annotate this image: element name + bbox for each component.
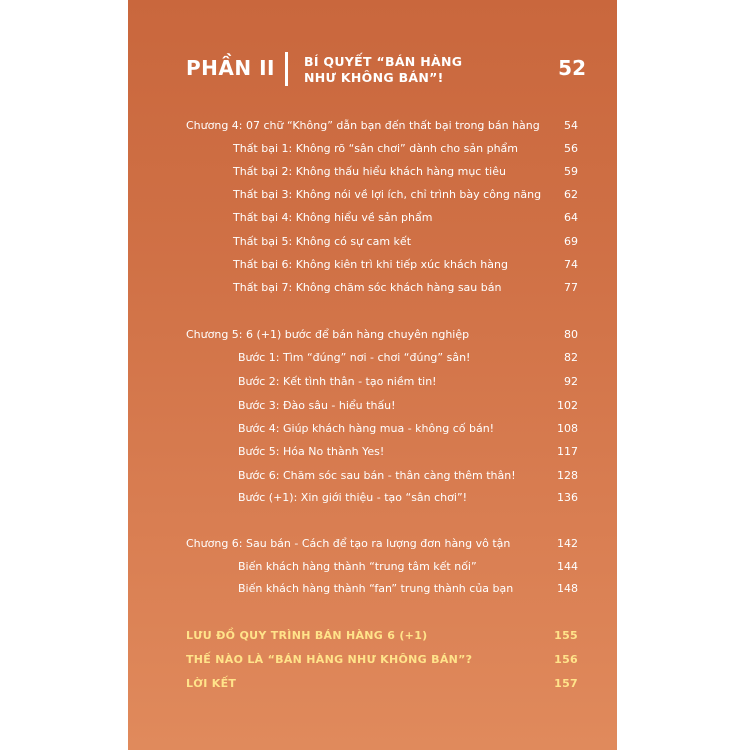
toc-entry-page: 80 — [564, 328, 578, 341]
toc-entry[interactable] — [233, 233, 578, 251]
toc-entry-page: 56 — [564, 142, 578, 155]
toc-entry[interactable] — [238, 420, 578, 438]
toc-entry-page: 82 — [564, 351, 578, 364]
part-label: PHẦN II — [186, 56, 275, 80]
toc-entry-title: Biến khách hàng thành “fan” trung thành của bạn — [238, 582, 514, 595]
toc-entry-title: Chương 5: 6 (+1) bước để bán hàng chuyên nghiệp — [186, 328, 470, 341]
toc-entry-title: Bước 2: Kết tình thân - tạo niềm tin! — [238, 375, 437, 388]
toc-entry[interactable] — [233, 140, 578, 158]
toc-extra-conclusion[interactable] — [186, 675, 578, 693]
toc-entry-page: 108 — [557, 422, 578, 435]
toc-entry-title: Chương 4: 07 chữ “Không” dẫn bạn đến thất bại trong bán hàng — [186, 119, 540, 132]
toc-entry-title: Bước 3: Đào sâu - hiểu thấu! — [238, 399, 396, 412]
toc-entry-page: 62 — [564, 188, 578, 201]
book-page — [128, 0, 617, 750]
toc-entry-page: 92 — [564, 375, 578, 388]
toc-entry-title: Thất bại 6: Không kiên trì khi tiếp xúc khách hàng — [233, 258, 508, 271]
toc-entry-title: Thất bại 5: Không có sự cam kết — [233, 235, 412, 248]
part-title-line2: NHƯ KHÔNG BÁN”! — [304, 70, 444, 85]
toc-entry-title: Thất bại 4: Không hiểu về sản phẩm — [233, 211, 433, 224]
toc-entry[interactable] — [238, 373, 578, 391]
toc-entry-page: 144 — [557, 560, 578, 573]
toc-entry[interactable] — [238, 349, 578, 367]
toc-entry-page: 148 — [557, 582, 578, 595]
toc-entry-page: 64 — [564, 211, 578, 224]
toc-entry-page: 102 — [557, 399, 578, 412]
part-title-line1: BÍ QUYẾT “BÁN HÀNG — [304, 54, 463, 69]
toc-entry[interactable] — [233, 256, 578, 274]
toc-entry-page: 117 — [557, 445, 578, 458]
toc-entry-page: 157 — [554, 677, 578, 690]
toc-entry-page: 54 — [564, 119, 578, 132]
toc-extra-flowchart[interactable] — [186, 627, 578, 645]
toc-extra-definition[interactable] — [186, 651, 578, 669]
toc-entry[interactable] — [238, 580, 578, 598]
toc-entry[interactable] — [238, 489, 578, 507]
toc-entry-title: LƯU ĐỒ QUY TRÌNH BÁN HÀNG 6 (+1) — [186, 629, 428, 642]
toc-entry-page: 74 — [564, 258, 578, 271]
toc-entry-page: 142 — [557, 537, 578, 550]
toc-entry-page: 59 — [564, 165, 578, 178]
table-of-contents — [128, 0, 617, 750]
toc-entry-title: Bước 1: Tìm “đúng” nơi - chơi “đúng” sân! — [238, 351, 471, 364]
toc-entry[interactable] — [238, 443, 578, 461]
toc-entry-title: Thất bại 3: Không nói về lợi ích, chỉ trình bày công năng — [233, 188, 542, 201]
toc-entry-title: Bước 6: Chăm sóc sau bán - thân càng thêm thân! — [238, 469, 516, 482]
toc-entry[interactable] — [238, 397, 578, 415]
toc-entry-title: Thất bại 2: Không thấu hiểu khách hàng mục tiêu — [233, 165, 506, 178]
toc-entry[interactable] — [233, 163, 578, 181]
toc-entry-page: 69 — [564, 235, 578, 248]
toc-entry-title: THẾ NÀO LÀ “BÁN HÀNG NHƯ KHÔNG BÁN”? — [186, 653, 473, 666]
toc-entry-page: 136 — [557, 491, 578, 504]
toc-entry[interactable] — [238, 467, 578, 485]
toc-entry-title: Bước 5: Hóa No thành Yes! — [238, 445, 385, 458]
toc-chapter-5[interactable] — [186, 326, 578, 344]
toc-entry-title: Thất bại 1: Không rõ “sân chơi” dành cho sản phẩm — [233, 142, 518, 155]
toc-entry-title: Chương 6: Sau bán - Cách để tạo ra lượng đơn hàng vô tận — [186, 537, 511, 550]
toc-entry-title: Thất bại 7: Không chăm sóc khách hàng sau bán — [233, 281, 502, 294]
toc-entry[interactable] — [233, 209, 578, 227]
toc-entry-title: Biến khách hàng thành “trung tâm kết nối” — [238, 560, 477, 573]
toc-entry-page: 77 — [564, 281, 578, 294]
toc-entry-page: 128 — [557, 469, 578, 482]
toc-chapter-6[interactable] — [186, 535, 578, 553]
toc-entry[interactable] — [238, 558, 578, 576]
toc-entry-title: Bước 4: Giúp khách hàng mua - không cố bán! — [238, 422, 495, 435]
toc-entry-page: 155 — [554, 629, 578, 642]
toc-chapter-4[interactable] — [186, 117, 578, 135]
toc-entry[interactable] — [233, 279, 578, 297]
toc-entry[interactable] — [233, 186, 578, 204]
toc-entry-title: LỜI KẾT — [186, 677, 237, 690]
toc-entry-title: Bước (+1): Xin giới thiệu - tạo “sân chơi”! — [238, 491, 468, 504]
toc-entry-page: 156 — [554, 653, 578, 666]
part-page-number: 52 — [558, 56, 586, 80]
